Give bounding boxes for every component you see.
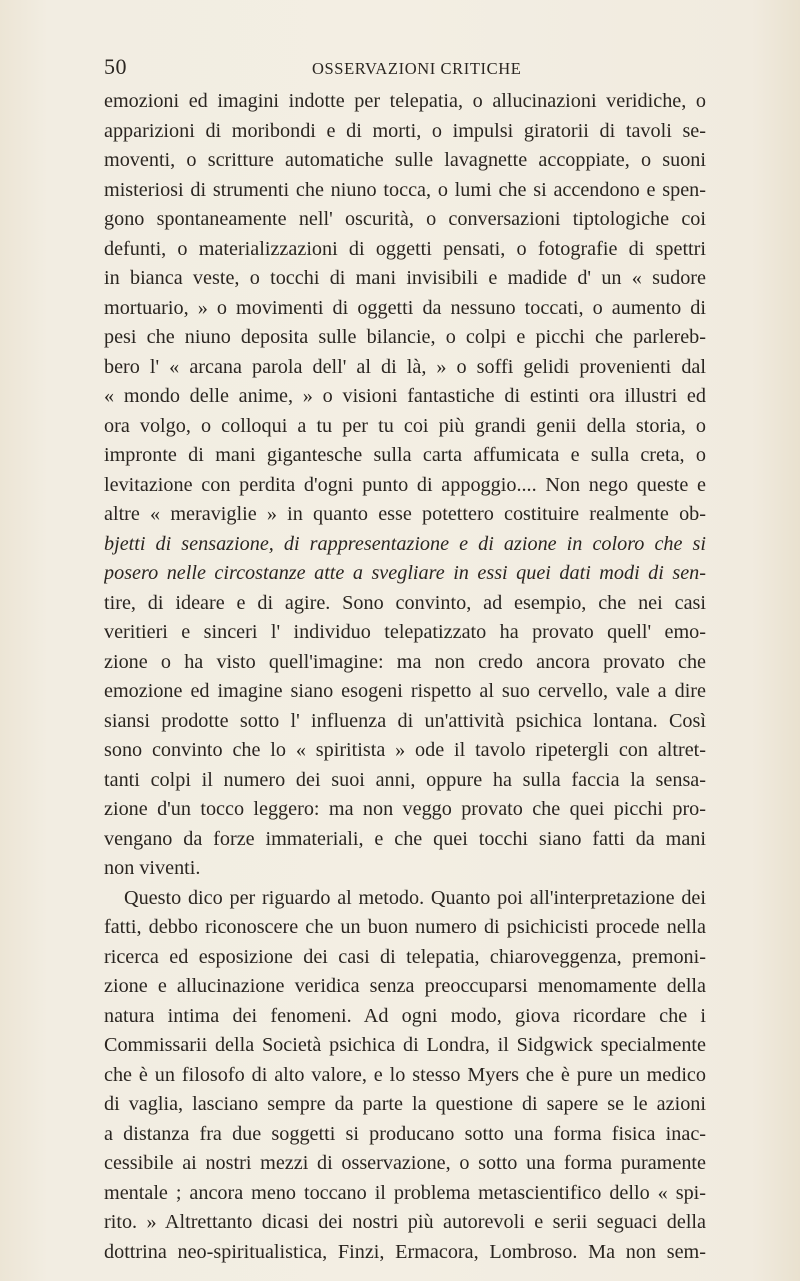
text-line: zione e allucinazione veridica senza preoccuparsi menomamente della xyxy=(104,975,706,997)
text-line: apparizioni di moribondi e di morti, o impulsi giratorii di tavoli se- xyxy=(104,119,706,142)
text-line: emozione ed imagine siano esogeni rispetto al suo cervello, vale a dire xyxy=(104,680,706,702)
text-line: bero l' « arcana parola dell' al di là, » o soffi gelidi provenienti dal xyxy=(104,355,706,378)
text-line: tire, di ideare e di agire. Sono convinto, ad esempio, che nei casi xyxy=(104,591,706,614)
text-line: zione d'un tocco leggero: ma non veggo provato che quei picchi pro- xyxy=(104,798,706,820)
text-line: a distanza fra due soggetti si producano sotto una forma fisica inac- xyxy=(104,1122,706,1145)
text-line: impronte di mani gigantesche sulla carta affumicata e sulla creta, o xyxy=(104,444,706,466)
text-line: veritieri e sinceri l' individuo telepatizzato ha provato quell' emo- xyxy=(104,621,706,643)
text-line: « mondo delle anime, » o visioni fantastiche di estinti ora illustri ed xyxy=(104,385,706,407)
text-line: ora volgo, o colloqui a tu per tu coi più grandi genii della storia, o xyxy=(104,414,706,437)
text-line: in bianca veste, o tocchi di mani invisibili e madide d' un « sudore xyxy=(104,267,706,289)
text-line: fatti, debbo riconoscere che un buon numero di psichicisti procede nella xyxy=(104,916,706,938)
text-line: mentale ; ancora meno toccano il problema metascientifico dello « spi- xyxy=(104,1181,706,1204)
text-line: moventi, o scritture automatiche sulle lavagnette accoppiate, o suoni xyxy=(104,149,706,171)
text-line: Questo dico per riguardo al metodo. Quanto poi all'interpretazione dei xyxy=(124,886,706,909)
running-title: OSSERVAZIONI CRITICHE xyxy=(312,59,522,78)
text-line: dottrina neo-spiritualistica, Finzi, Ermacora, Lombroso. Ma non sem- xyxy=(104,1240,706,1263)
text-line: rito. » Altrettanto dicasi dei nostri più autorevoli e serii seguaci della xyxy=(104,1211,706,1233)
text-line: ricerca ed esposizione dei casi di telepatia, chiaroveggenza, premoni- xyxy=(104,945,706,968)
text-line: natura intima dei fenomeni. Ad ogni modo, giova ricordare che i xyxy=(104,1004,706,1027)
text-line: siansi prodotte sotto l' influenza di un'attività psichica lontana. Così xyxy=(104,709,706,732)
text-line: cessibile ai nostri mezzi di osservazione, o sotto una forma puramente xyxy=(104,1152,706,1174)
text-line: defunti, o materializzazioni di oggetti pensati, o fotografie di spettri xyxy=(104,237,706,260)
text-line: emozioni ed imagini indotte per telepatia, o allucinazioni veridiche, o xyxy=(104,90,706,112)
text-line: misteriosi di strumenti che niuno tocca, o lumi che si accendono e spen- xyxy=(104,178,706,201)
text-line: levitazione con perdita d'ogni punto di appoggio.... Non nego queste e xyxy=(104,473,706,496)
text-line: zione o ha visto quell'imagine: ma non credo ancora provato che xyxy=(104,650,706,673)
text-line: posero nelle circostanze atte a svegliare in essi quei dati modi di sen- xyxy=(104,562,706,584)
text-line: Commissarii della Società psichica di Londra, il Sidgwick specialmente xyxy=(104,1034,706,1056)
page-number: 50 xyxy=(104,54,127,79)
running-head xyxy=(104,54,706,84)
text-line: mortuario, » o movimenti di oggetti da nessuno toccati, o aumento di xyxy=(104,296,706,319)
body-text xyxy=(104,87,706,1267)
text-line: che è un filosofo di alto valore, e lo stesso Myers che è pure un medico xyxy=(104,1063,706,1086)
text-line: tanti colpi il numero dei suoi anni, oppure ha sulla faccia la sensa- xyxy=(104,768,706,791)
text-line: vengano da forze immateriali, e che quei tocchi siano fatti da mani xyxy=(104,827,706,850)
text-line: non viventi. xyxy=(104,857,201,879)
text-line: pesi che niuno deposita sulle bilancie, o colpi e picchi che parlereb- xyxy=(104,326,706,348)
text-line: gono spontaneamente nell' oscurità, o conversazioni tiptologiche coi xyxy=(104,208,706,230)
text-line: sono convinto che lo « spiritista » ode il tavolo ripetergli con altret- xyxy=(104,739,706,761)
text-line: di vaglia, lasciano sempre da parte la questione di sapere se le azioni xyxy=(104,1093,706,1115)
text-line: altre « meraviglie » in quanto esse potettero costituire realmente ob- xyxy=(104,503,706,525)
text-line: bjetti di sensazione, di rappresentazione e di azione in coloro che si xyxy=(104,532,706,555)
